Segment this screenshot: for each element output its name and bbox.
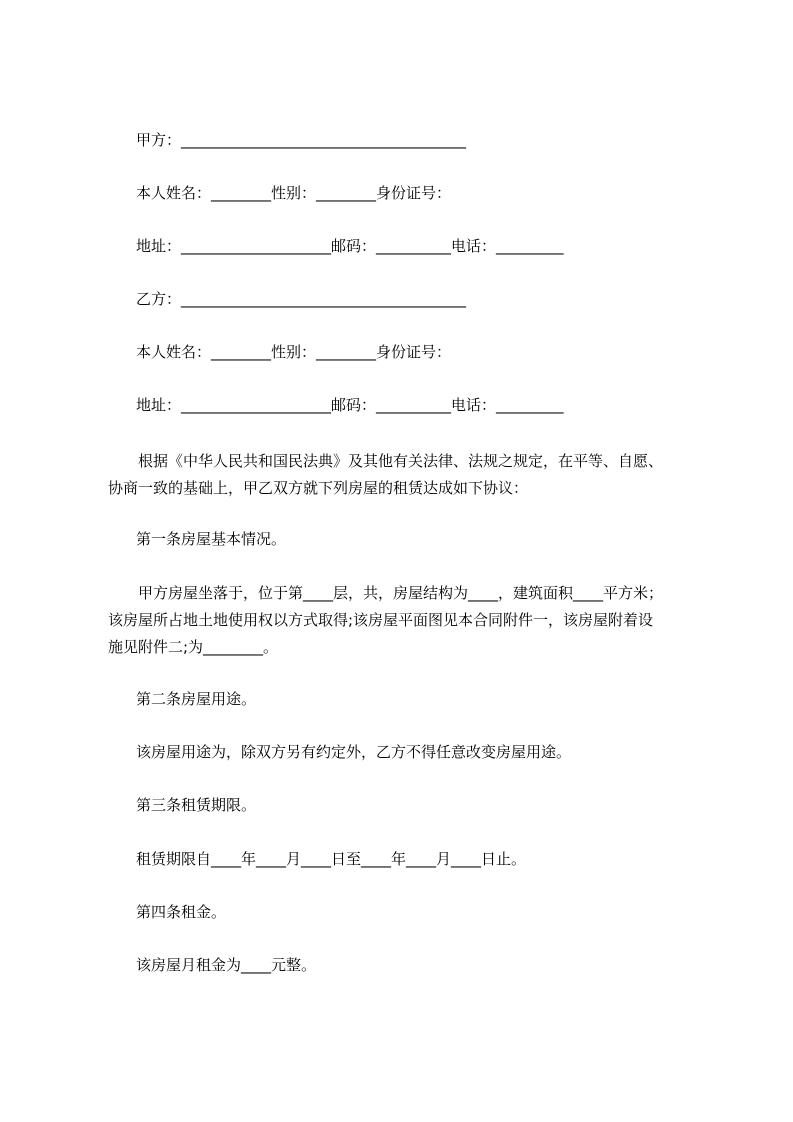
article-4-text: 该房屋月租金为____元整。 (136, 956, 317, 974)
preamble-line-2: 协商一致的基础上，甲乙双方就下列房屋的租赁达成如下协议： (108, 479, 529, 497)
party-a-address-line: 地址：____________________邮码：__________电话：_________ (136, 237, 564, 255)
party-b-address-line: 地址：____________________邮码：__________电话：_________ (136, 396, 564, 414)
party-b-name-line: 本人姓名：________性别：________身份证号： (136, 343, 452, 361)
party-a-name-line: 本人姓名：________性别：________身份证号： (136, 184, 452, 202)
party-a-label: 甲方：______________________________________ (136, 131, 467, 149)
article-2-text: 该房屋用途为，除双方另有约定外，乙方不得任意改变房屋用途。 (136, 743, 572, 761)
article-1-line-3: 施见附件二;为________。 (108, 638, 279, 656)
article-3-title: 第三条租赁期限。 (136, 796, 257, 814)
party-b-label: 乙方：______________________________________ (136, 290, 467, 308)
article-4-title: 第四条租金。 (136, 903, 227, 921)
article-1-line-2: 该房屋所占地土地使用权以方式取得;该房屋平面图见本合同附件一，该房屋附着设 (108, 611, 654, 629)
article-1-line-1: 甲方房屋坐落于，位于第____层，共，房屋结构为____，建筑面积____平方米； (138, 584, 664, 602)
article-2-title: 第二条房屋用途。 (136, 690, 257, 708)
article-3-text: 租赁期限自____年____月____日至____年____月____日止。 (136, 850, 527, 868)
preamble-line-1: 根据《中华人民共和国民法典》及其他有关法律、法规之规定，在平等、自愿、 (138, 452, 664, 470)
article-1-title: 第一条房屋基本情况。 (136, 530, 287, 548)
